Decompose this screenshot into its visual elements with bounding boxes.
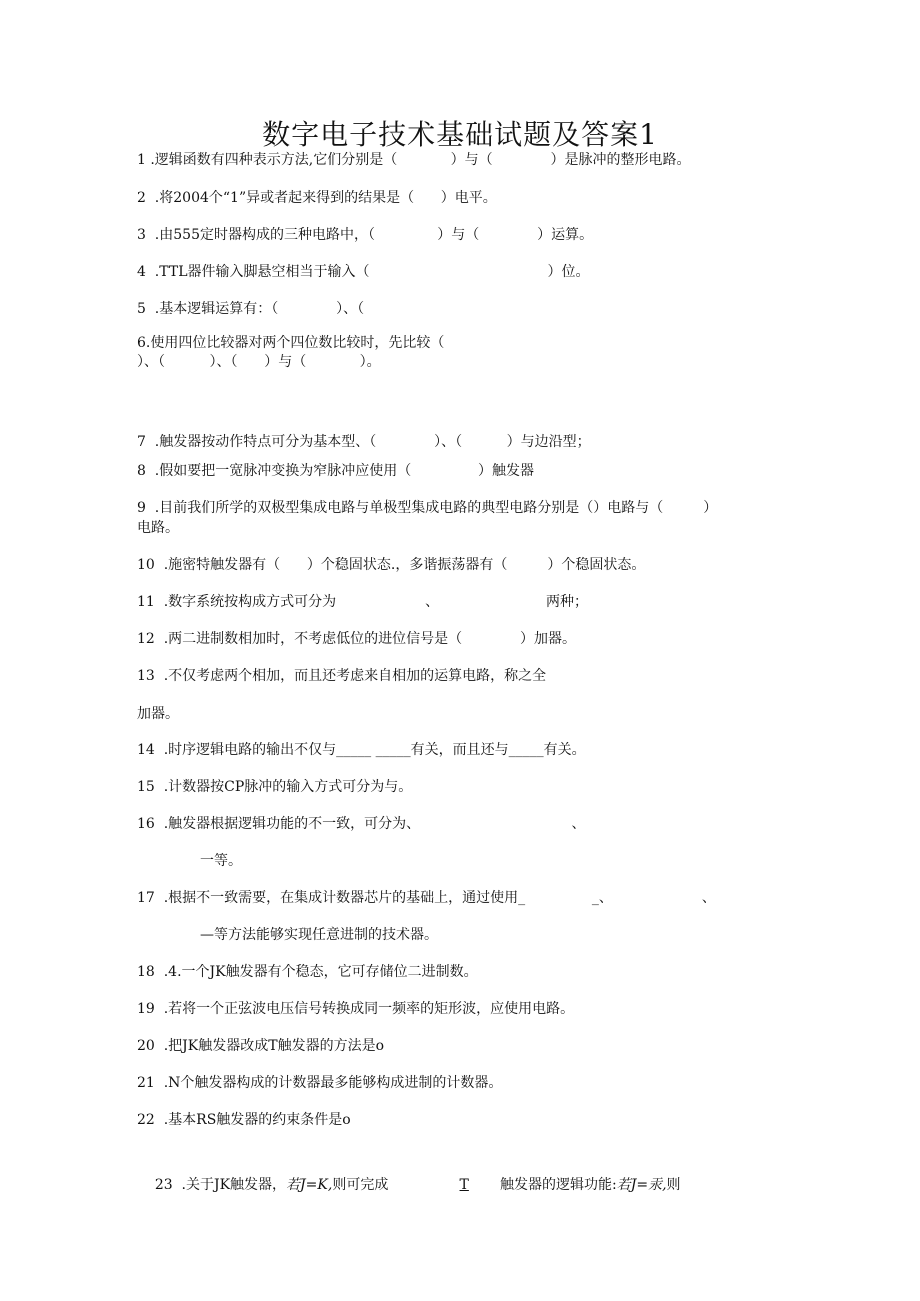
question-23-t-answer: T — [459, 1177, 469, 1193]
question-23-part-4: 则 — [666, 1177, 681, 1193]
question-11: 11 .数字系统按构成方式可分为 、 两种； — [137, 594, 588, 610]
question-1: 1 .逻辑函数有四种表示方法,它们分别是（ ）与（ ）是脉冲的整形电路。 — [137, 152, 691, 168]
question-8: 8 .假如要把一宽脉冲变换为窄脉冲应使用（ ）触发器 — [137, 463, 535, 479]
question-23-part-2: 则可完成 — [332, 1177, 460, 1193]
question-23-part-3: 触发器的逻辑功能: — [468, 1177, 617, 1193]
question-21: 21 .N个触发器构成的计数器最多能够构成进制的计数器。 — [137, 1075, 503, 1091]
question-14: 14 .时序逻辑电路的输出不仅与_____ _____有关，而且还与_____有关。 — [137, 742, 586, 758]
question-23-part-1: 23 .关于JK触发器， — [154, 1177, 287, 1193]
question-4: 4 .TTL器件输入脚悬空相当于输入（ ）位。 — [137, 264, 590, 280]
question-9-line-2: 电路。 — [137, 520, 179, 536]
document-title: 数字电子技术基础试题及答案1 — [262, 118, 658, 151]
question-3: 3 .由555定时器构成的三种电路中，（ ）与（ ）运算。 — [137, 227, 594, 243]
question-23 — [137, 1155, 681, 1215]
question-19: 19 .若将一个正弦波电压信号转换成同一频率的矩形波，应使用电路。 — [137, 1001, 575, 1017]
question-6-line-1: 6.使用四位比较器对两个四位数比较时，先比较（ — [137, 335, 445, 351]
question-2: 2 .将2004个“1”异或者起来得到的结果是（ ）电平。 — [137, 190, 497, 206]
question-6-line-2: ）、（ ）、（ ）与（ ）。 — [137, 354, 381, 370]
question-17-line-1: 17 .根据不一致需要，在集成计数器芯片的基础上，通过使用_ _、 、 — [137, 890, 716, 906]
question-16-line-1: 16 .触发器根据逻辑功能的不一致，可分为、 、 — [137, 816, 586, 832]
question-15: 15 .计数器按CP脉冲的输入方式可分为与。 — [137, 779, 413, 795]
question-20: 20 .把JK触发器改成T触发器的方法是o — [137, 1038, 385, 1054]
question-5: 5 .基本逻辑运算有：（ ）、（ — [137, 301, 365, 317]
question-9-line-1: 9 .目前我们所学的双极型集成电路与单极型集成电路的典型电路分别是（）电路与（ ） — [137, 500, 718, 516]
question-12: 12 .两二进制数相加时，不考虑低位的进位信号是（ ）加器。 — [137, 631, 577, 647]
question-13-line-2: 加器。 — [137, 706, 179, 722]
question-22: 22 .基本RS触发器的约束条件是o — [137, 1112, 351, 1128]
question-13-line-1: 13 .不仅考虑两个相加，而且还考虑来自相加的运算电路，称之全 — [137, 668, 547, 684]
question-10: 10 .施密特触发器有（ ）个稳固状态.，多谐振荡器有（ ）个稳固状态。 — [137, 557, 646, 573]
question-17-line-2: —等方法能够实现任意进制的技术器。 — [200, 927, 438, 943]
question-23-formula-2: 若J=汞, — [616, 1177, 667, 1193]
question-18: 18 .4.一个JK触发器有个稳态，它可存储位二进制数。 — [137, 964, 478, 980]
question-7: 7 .触发器按动作特点可分为基本型、（ ）、（ ）与边沿型； — [137, 434, 591, 450]
question-23-formula-1: 若J=K, — [286, 1177, 333, 1193]
question-16-line-2: 一等。 — [200, 853, 242, 869]
